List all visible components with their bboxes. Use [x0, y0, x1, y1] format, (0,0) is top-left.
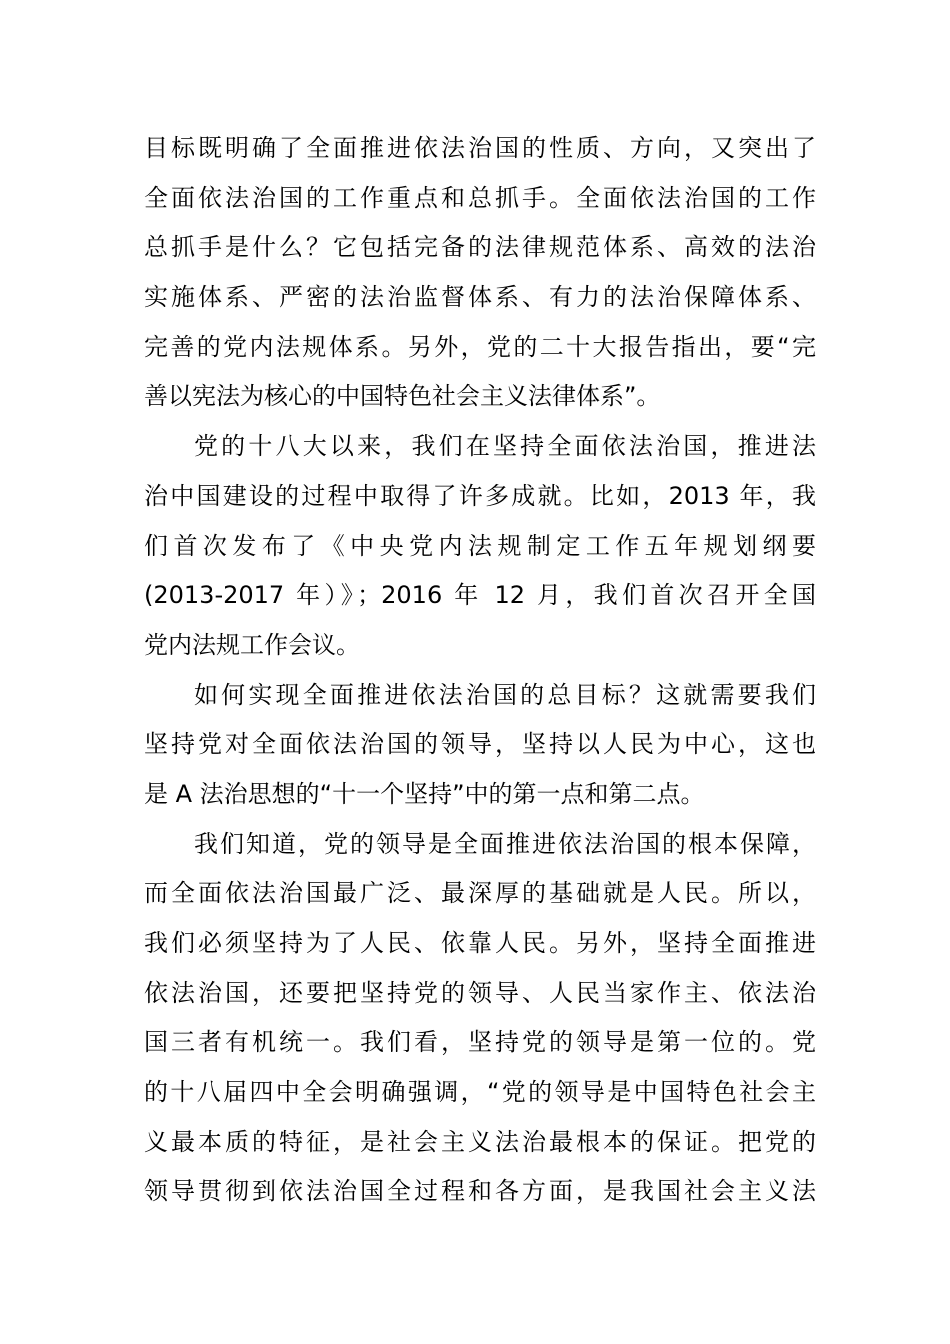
- text-line: 领导贯彻到依法治国全过程和各方面，是我国社会主义法: [144, 1177, 816, 1206]
- text-line: (2013-2017 年）》；2016 年 12 月，我们首次召开全国: [144, 581, 816, 610]
- text-line: 我们必须坚持为了人民、依靠人民。另外，坚持全面推进: [144, 929, 816, 957]
- text-line: 党内法规工作会议。: [144, 630, 360, 659]
- text-line: 总抓手是什么？它包括完备的法律规范体系、高效的法治: [144, 233, 816, 262]
- text-line: 是 A 法治思想的“十一个坚持”中的第一点和第二点。: [144, 779, 705, 808]
- text-line: 的十八届四中全会明确强调，“党的领导是中国特色社会主: [144, 1078, 816, 1107]
- paragraph-first-line: 如何实现全面推进依法治国的总目标？这就需要我们: [194, 680, 816, 709]
- text-line: 义最本质的特征，是社会主义法治最根本的保证。把党的: [144, 1127, 816, 1156]
- text-line: 坚持党对全面依法治国的领导，坚持以人民为中心，这也: [144, 730, 816, 759]
- paragraph-first-line: 我们知道，党的领导是全面推进依法治国的根本保障，: [194, 829, 816, 858]
- text-line: 国三者有机统一。我们看，坚持党的领导是第一位的。党: [144, 1028, 816, 1057]
- text-line: 治中国建设的过程中取得了许多成就。比如，2013 年，我: [144, 481, 816, 510]
- text-line: 依法治国，还要把坚持党的领导、人民当家作主、依法治: [144, 978, 816, 1007]
- text-line: 目标既明确了全面推进依法治国的性质、方向，又突出了: [144, 134, 816, 162]
- body-text: [144, 124, 816, 1217]
- text-line: 实施体系、严密的法治监督体系、有力的法治保障体系、: [144, 283, 816, 312]
- text-line: 们首次发布了《中央党内法规制定工作五年规划纲要: [144, 531, 816, 560]
- text-line: 全面依法治国的工作重点和总抓手。全面依法治国的工作: [144, 183, 816, 212]
- text-line: 而全面依法治国最广泛、最深厚的基础就是人民。所以，: [144, 879, 816, 908]
- text-line: 善以宪法为核心的中国特色社会主义法律体系”。: [144, 382, 661, 411]
- text-line: 完善的党内法规体系。另外，党的二十大报告指出，要“完: [144, 332, 816, 361]
- paragraph-first-line: 党的十八大以来，我们在坚持全面依法治国，推进法: [194, 432, 816, 461]
